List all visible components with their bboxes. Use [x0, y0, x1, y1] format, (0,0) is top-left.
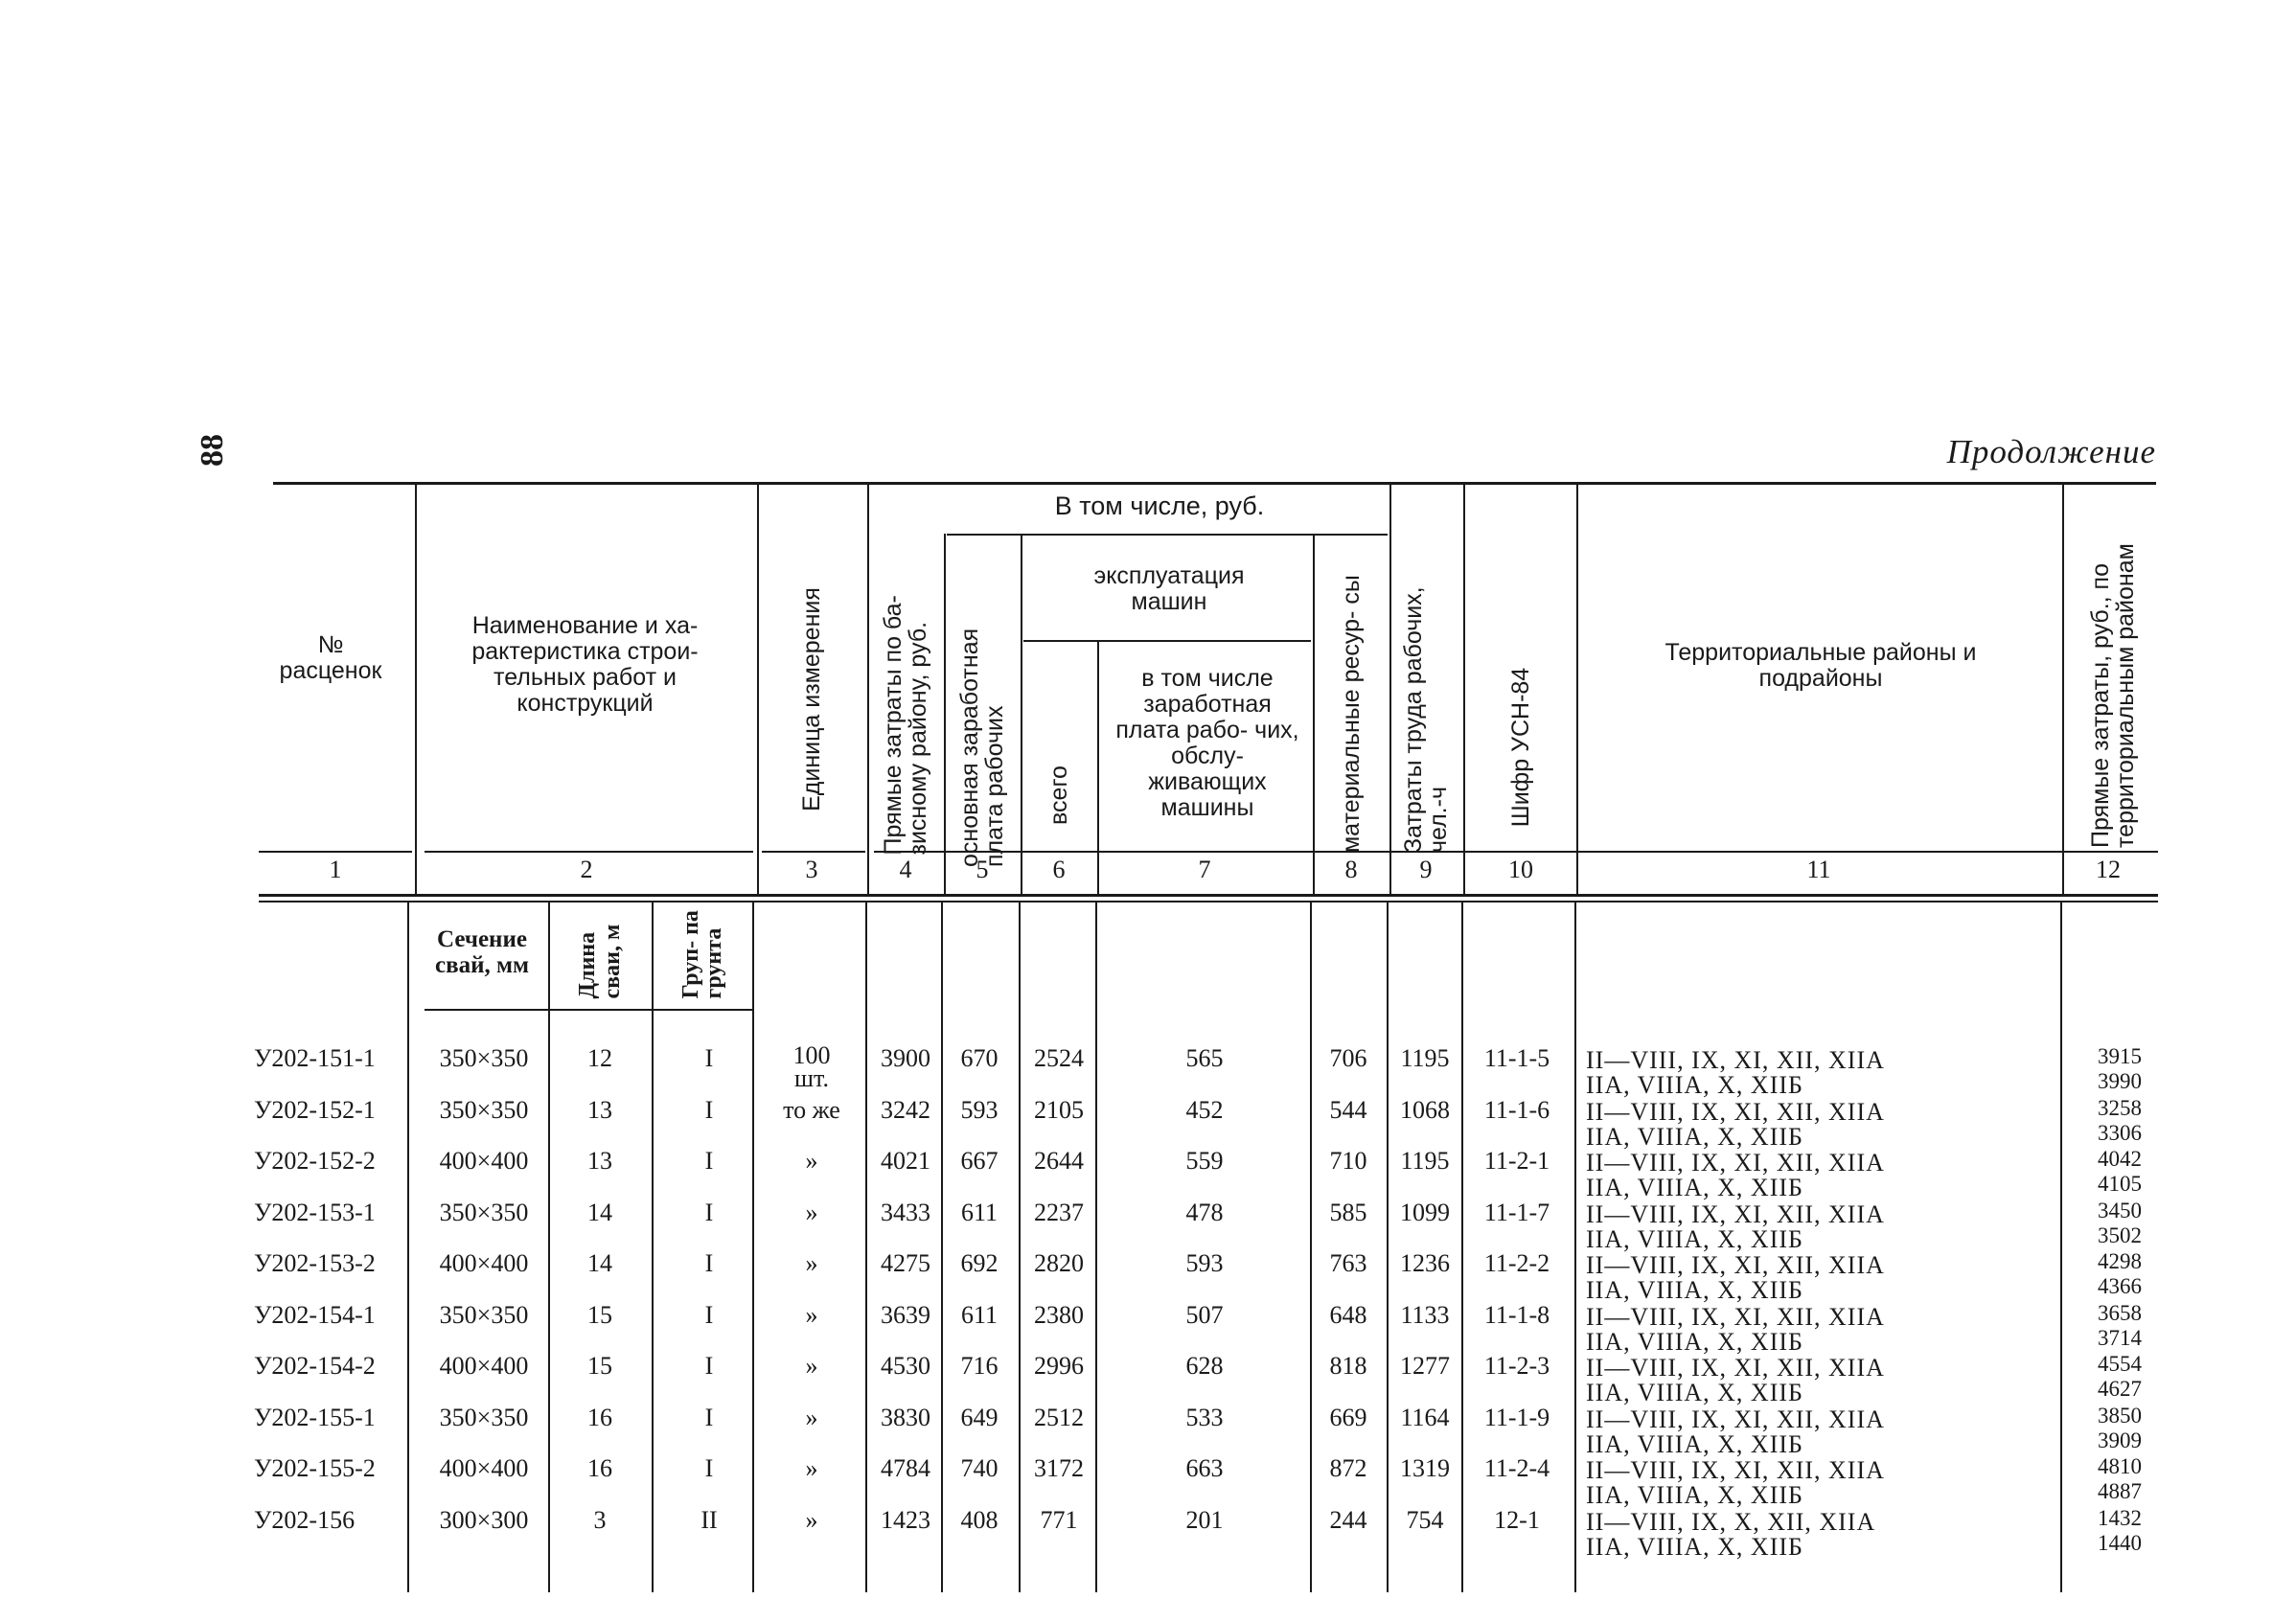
labor-hours-cell: 1195: [1400, 1147, 1450, 1175]
header-group-6-7: эксплуатация машин: [1093, 562, 1245, 615]
machine-wages-cell: 663: [1185, 1454, 1224, 1482]
base-wages-cell: 716: [960, 1352, 999, 1380]
machine-wages-cell: 593: [1185, 1249, 1224, 1277]
pile-section-cell: 350×350: [439, 1096, 529, 1124]
header-col12: Прямые затраты, руб., по территориальным районам: [2087, 543, 2139, 848]
machine-wages-cell: 565: [1185, 1044, 1224, 1072]
pile-section-cell: 400×400: [439, 1454, 529, 1482]
unit-cell: »: [805, 1454, 818, 1482]
direct-cost-cell: 4530: [881, 1352, 930, 1380]
materials-cell: 585: [1329, 1199, 1367, 1226]
header-col10: Шифр УСН-84: [1507, 667, 1534, 828]
pile-section-cell: 350×350: [439, 1199, 529, 1226]
soil-group-cell: I: [704, 1044, 714, 1072]
soil-group-cell: I: [704, 1096, 714, 1124]
machine-total-cell: 2512: [1034, 1404, 1084, 1431]
regional-price: 3306: [2098, 1121, 2142, 1145]
machine-wages-cell: 201: [1185, 1506, 1224, 1534]
direct-cost-cell: 3242: [881, 1096, 930, 1124]
labor-hours-cell: 1068: [1400, 1096, 1450, 1124]
machine-wages-cell: 559: [1185, 1147, 1224, 1175]
territorial-region-text: IIA, VIIIA, X, XIIБ: [1586, 1071, 1803, 1099]
materials-cell: 544: [1329, 1096, 1367, 1124]
rate-code-cell: У202-154-1: [254, 1301, 376, 1329]
colnum-8: 8: [1344, 856, 1358, 883]
territorial-region-text: II—VIII, IX, XI, XII, XIIA: [1586, 1098, 1885, 1126]
territorial-region-text: II—VIII, IX, XI, XII, XIIA: [1586, 1251, 1885, 1279]
unit-cell: »: [805, 1301, 818, 1329]
base-wages-cell: 611: [960, 1199, 999, 1226]
machine-wages-cell: 478: [1185, 1199, 1224, 1226]
colnum-4: 4: [899, 856, 912, 883]
header-col6: всего: [1045, 765, 1072, 825]
header-col1: № расценок: [279, 631, 382, 684]
materials-cell: 648: [1329, 1301, 1367, 1329]
territorial-region-text: II—VIII, IX, X, XII, XIIA: [1586, 1508, 1876, 1536]
territorial-region-text: IIA, VIIIA, X, XIIБ: [1586, 1430, 1803, 1458]
usn-code-cell: 11-1-5: [1483, 1044, 1550, 1072]
rate-code-cell: У202-153-1: [254, 1199, 376, 1226]
regional-price: 1432: [2098, 1506, 2142, 1530]
colnum-2: 2: [580, 856, 593, 883]
unit-cell: »: [805, 1199, 818, 1226]
regional-price: 4810: [2098, 1454, 2142, 1478]
regional-price: 3990: [2098, 1069, 2142, 1093]
machine-total-cell: 2820: [1034, 1249, 1084, 1277]
unit-cell: »: [805, 1404, 818, 1431]
territorial-region-text: IIA, VIIIA, X, XIIБ: [1586, 1481, 1803, 1509]
materials-cell: 818: [1329, 1352, 1367, 1380]
header-col5: основная заработная плата рабочих: [956, 628, 1008, 867]
soil-group-cell: I: [704, 1352, 714, 1380]
base-wages-cell: 740: [960, 1454, 999, 1482]
territorial-region-text: IIA, VIIIA, X, XIIБ: [1586, 1379, 1803, 1406]
usn-code-cell: 11-1-9: [1483, 1404, 1550, 1431]
rate-code-cell: У202-152-1: [254, 1096, 376, 1124]
materials-cell: 669: [1329, 1404, 1367, 1431]
territorial-region-text: IIA, VIIIA, X, XIIБ: [1586, 1225, 1803, 1253]
materials-cell: 710: [1329, 1147, 1367, 1175]
rate-code-cell: У202-153-2: [254, 1249, 376, 1277]
machine-wages-cell: 452: [1185, 1096, 1224, 1124]
regional-price: 4627: [2098, 1377, 2142, 1401]
machine-total-cell: 2380: [1034, 1301, 1084, 1329]
colnum-10: 10: [1508, 856, 1533, 883]
usn-code-cell: 12-1: [1494, 1506, 1540, 1534]
base-wages-cell: 692: [960, 1249, 999, 1277]
unit-cell: »: [805, 1506, 818, 1534]
direct-cost-cell: 3639: [881, 1301, 930, 1329]
territorial-region-text: IIA, VIIIA, X, XIIБ: [1586, 1174, 1803, 1201]
rate-code-cell: У202-151-1: [254, 1044, 376, 1072]
regional-price: 4554: [2098, 1352, 2142, 1376]
soil-group-cell: I: [704, 1454, 714, 1482]
direct-cost-cell: 1423: [881, 1506, 930, 1534]
base-wages-cell: 593: [960, 1096, 999, 1124]
rate-code-cell: У202-156: [254, 1506, 356, 1534]
machine-total-cell: 2644: [1034, 1147, 1084, 1175]
pile-section-cell: 400×400: [439, 1147, 529, 1175]
machine-total-cell: 3172: [1034, 1454, 1084, 1482]
regional-price: 3450: [2098, 1199, 2142, 1222]
subheader-group: Груп- па грунта: [678, 910, 726, 999]
soil-group-cell: I: [704, 1249, 714, 1277]
usn-code-cell: 11-1-7: [1483, 1199, 1550, 1226]
pile-length-cell: 12: [587, 1044, 612, 1072]
pile-section-cell: 300×300: [439, 1506, 529, 1534]
direct-cost-cell: 4021: [881, 1147, 930, 1175]
regional-price: 3915: [2098, 1044, 2142, 1068]
pile-length-cell: 3: [593, 1506, 607, 1534]
colnum-7: 7: [1198, 856, 1211, 883]
base-wages-cell: 667: [960, 1147, 999, 1175]
header-col7: в том числе заработная плата рабо- чих, обслу- живающих машины: [1115, 665, 1299, 821]
colnum-11: 11: [1806, 856, 1831, 883]
regional-price: 3502: [2098, 1223, 2142, 1247]
territorial-region-text: II—VIII, IX, XI, XII, XIIA: [1586, 1200, 1885, 1228]
direct-cost-cell: 3830: [881, 1404, 930, 1431]
labor-hours-cell: 1236: [1400, 1249, 1450, 1277]
regional-price: 4366: [2098, 1274, 2142, 1298]
pile-section-cell: 350×350: [439, 1404, 529, 1431]
pile-length-cell: 13: [587, 1096, 612, 1124]
rate-code-cell: У202-152-2: [254, 1147, 376, 1175]
materials-cell: 706: [1329, 1044, 1367, 1072]
territorial-region-text: II—VIII, IX, XI, XII, XIIA: [1586, 1303, 1885, 1331]
territorial-region-text: II—VIII, IX, XI, XII, XIIA: [1586, 1405, 1885, 1433]
labor-hours-cell: 1319: [1400, 1454, 1450, 1482]
labor-hours-cell: 1099: [1400, 1199, 1450, 1226]
subheader-length: Длина сваи, м: [575, 924, 625, 999]
regional-price: 4887: [2098, 1479, 2142, 1503]
labor-hours-cell: 1133: [1400, 1301, 1450, 1329]
soil-group-cell: I: [704, 1147, 714, 1175]
colnum-1: 1: [329, 856, 342, 883]
pile-length-cell: 13: [587, 1147, 612, 1175]
regional-price: 3909: [2098, 1428, 2142, 1452]
pile-section-cell: 400×400: [439, 1352, 529, 1380]
labor-hours-cell: 1277: [1400, 1352, 1450, 1380]
regional-price: 1440: [2098, 1531, 2142, 1555]
labor-hours-cell: 1195: [1400, 1044, 1450, 1072]
machine-wages-cell: 507: [1185, 1301, 1224, 1329]
header-col8: материальные ресур- сы: [1338, 575, 1365, 853]
soil-group-cell: I: [704, 1301, 714, 1329]
base-wages-cell: 670: [960, 1044, 999, 1072]
colnum-9: 9: [1419, 856, 1433, 883]
colnum-3: 3: [805, 856, 818, 883]
header-col2: Наименование и ха- рактеристика строи- тельных работ и конструкций: [471, 612, 699, 717]
soil-group-cell: II: [700, 1506, 718, 1534]
territorial-region-text: IIA, VIIIA, X, XIIБ: [1586, 1123, 1803, 1151]
direct-cost-cell: 4784: [881, 1454, 930, 1482]
regional-price: 3258: [2098, 1096, 2142, 1120]
continuation-label: Продолжение: [1946, 433, 2156, 470]
rate-code-cell: У202-155-2: [254, 1454, 376, 1482]
machine-wages-cell: 533: [1185, 1404, 1224, 1431]
machine-total-cell: 771: [1040, 1506, 1078, 1534]
regional-price: 4105: [2098, 1172, 2142, 1196]
direct-cost-cell: 3433: [881, 1199, 930, 1226]
colnum-6: 6: [1052, 856, 1066, 883]
header-col3: Единица измерения: [798, 587, 825, 811]
usn-code-cell: 11-1-6: [1483, 1096, 1550, 1124]
base-wages-cell: 649: [960, 1404, 999, 1431]
unit-cell: »: [805, 1352, 818, 1380]
base-wages-cell: 611: [960, 1301, 999, 1329]
soil-group-cell: I: [704, 1199, 714, 1226]
pile-length-cell: 16: [587, 1454, 612, 1482]
regional-price: 4298: [2098, 1249, 2142, 1273]
machine-total-cell: 2105: [1034, 1096, 1084, 1124]
direct-cost-cell: 4275: [881, 1249, 930, 1277]
regional-price: 3658: [2098, 1301, 2142, 1325]
machine-total-cell: 2524: [1034, 1044, 1084, 1072]
header-col4: Прямые затраты по ба- зисному району, руб.: [880, 595, 931, 856]
pile-section-cell: 400×400: [439, 1249, 529, 1277]
base-wages-cell: 408: [960, 1506, 999, 1534]
pile-length-cell: 15: [587, 1301, 612, 1329]
regional-price: 3714: [2098, 1326, 2142, 1350]
territorial-region-text: IIA, VIIIA, X, XIIБ: [1586, 1328, 1803, 1356]
labor-hours-cell: 1164: [1400, 1404, 1450, 1431]
colnum-12: 12: [2096, 856, 2121, 883]
pile-section-cell: 350×350: [439, 1044, 529, 1072]
machine-total-cell: 2996: [1034, 1352, 1084, 1380]
territorial-region-text: II—VIII, IX, XI, XII, XIIA: [1586, 1149, 1885, 1177]
territorial-region-text: IIA, VIIIA, X, XIIБ: [1586, 1276, 1803, 1304]
pile-length-cell: 16: [587, 1404, 612, 1431]
header-group-5-8: В том числе, руб.: [1054, 491, 1265, 520]
territorial-region-text: II—VIII, IX, XI, XII, XIIA: [1586, 1456, 1885, 1484]
header-col11: Территориальные районы и подрайоны: [1665, 639, 1977, 692]
materials-cell: 244: [1329, 1506, 1367, 1534]
rate-code-cell: У202-155-1: [254, 1404, 376, 1431]
usn-code-cell: 11-2-2: [1483, 1249, 1550, 1277]
machine-total-cell: 2237: [1034, 1199, 1084, 1226]
page-number: 88: [195, 434, 230, 467]
unit-cell: »: [805, 1249, 818, 1277]
soil-group-cell: I: [704, 1404, 714, 1431]
materials-cell: 872: [1329, 1454, 1367, 1482]
usn-code-cell: 11-1-8: [1483, 1301, 1550, 1329]
territorial-region-text: IIA, VIIIA, X, XIIБ: [1586, 1533, 1803, 1561]
materials-cell: 763: [1329, 1249, 1367, 1277]
unit-cell: »: [805, 1147, 818, 1175]
unit-cell: то же: [783, 1096, 840, 1124]
direct-cost-cell: 3900: [881, 1044, 930, 1072]
rate-code-cell: У202-154-2: [254, 1352, 376, 1380]
territorial-region-text: II—VIII, IX, XI, XII, XIIA: [1586, 1046, 1885, 1074]
colnum-5: 5: [976, 856, 989, 883]
regional-price: 4042: [2098, 1147, 2142, 1171]
labor-hours-cell: 754: [1406, 1506, 1444, 1534]
header-col9: Затраты труда рабочих, чел.-ч: [1400, 586, 1452, 853]
pile-length-cell: 15: [587, 1352, 612, 1380]
unit-cell: 100 шт.: [792, 1041, 831, 1092]
regional-price: 3850: [2098, 1404, 2142, 1428]
usn-code-cell: 11-2-1: [1483, 1147, 1550, 1175]
pile-section-cell: 350×350: [439, 1301, 529, 1329]
subheader-section: Сечение свай, мм: [434, 926, 530, 978]
usn-code-cell: 11-2-4: [1483, 1454, 1550, 1482]
pile-length-cell: 14: [587, 1249, 612, 1277]
territorial-region-text: II—VIII, IX, XI, XII, XIIA: [1586, 1354, 1885, 1382]
usn-code-cell: 11-2-3: [1483, 1352, 1550, 1380]
pile-length-cell: 14: [587, 1199, 612, 1226]
machine-wages-cell: 628: [1185, 1352, 1224, 1380]
